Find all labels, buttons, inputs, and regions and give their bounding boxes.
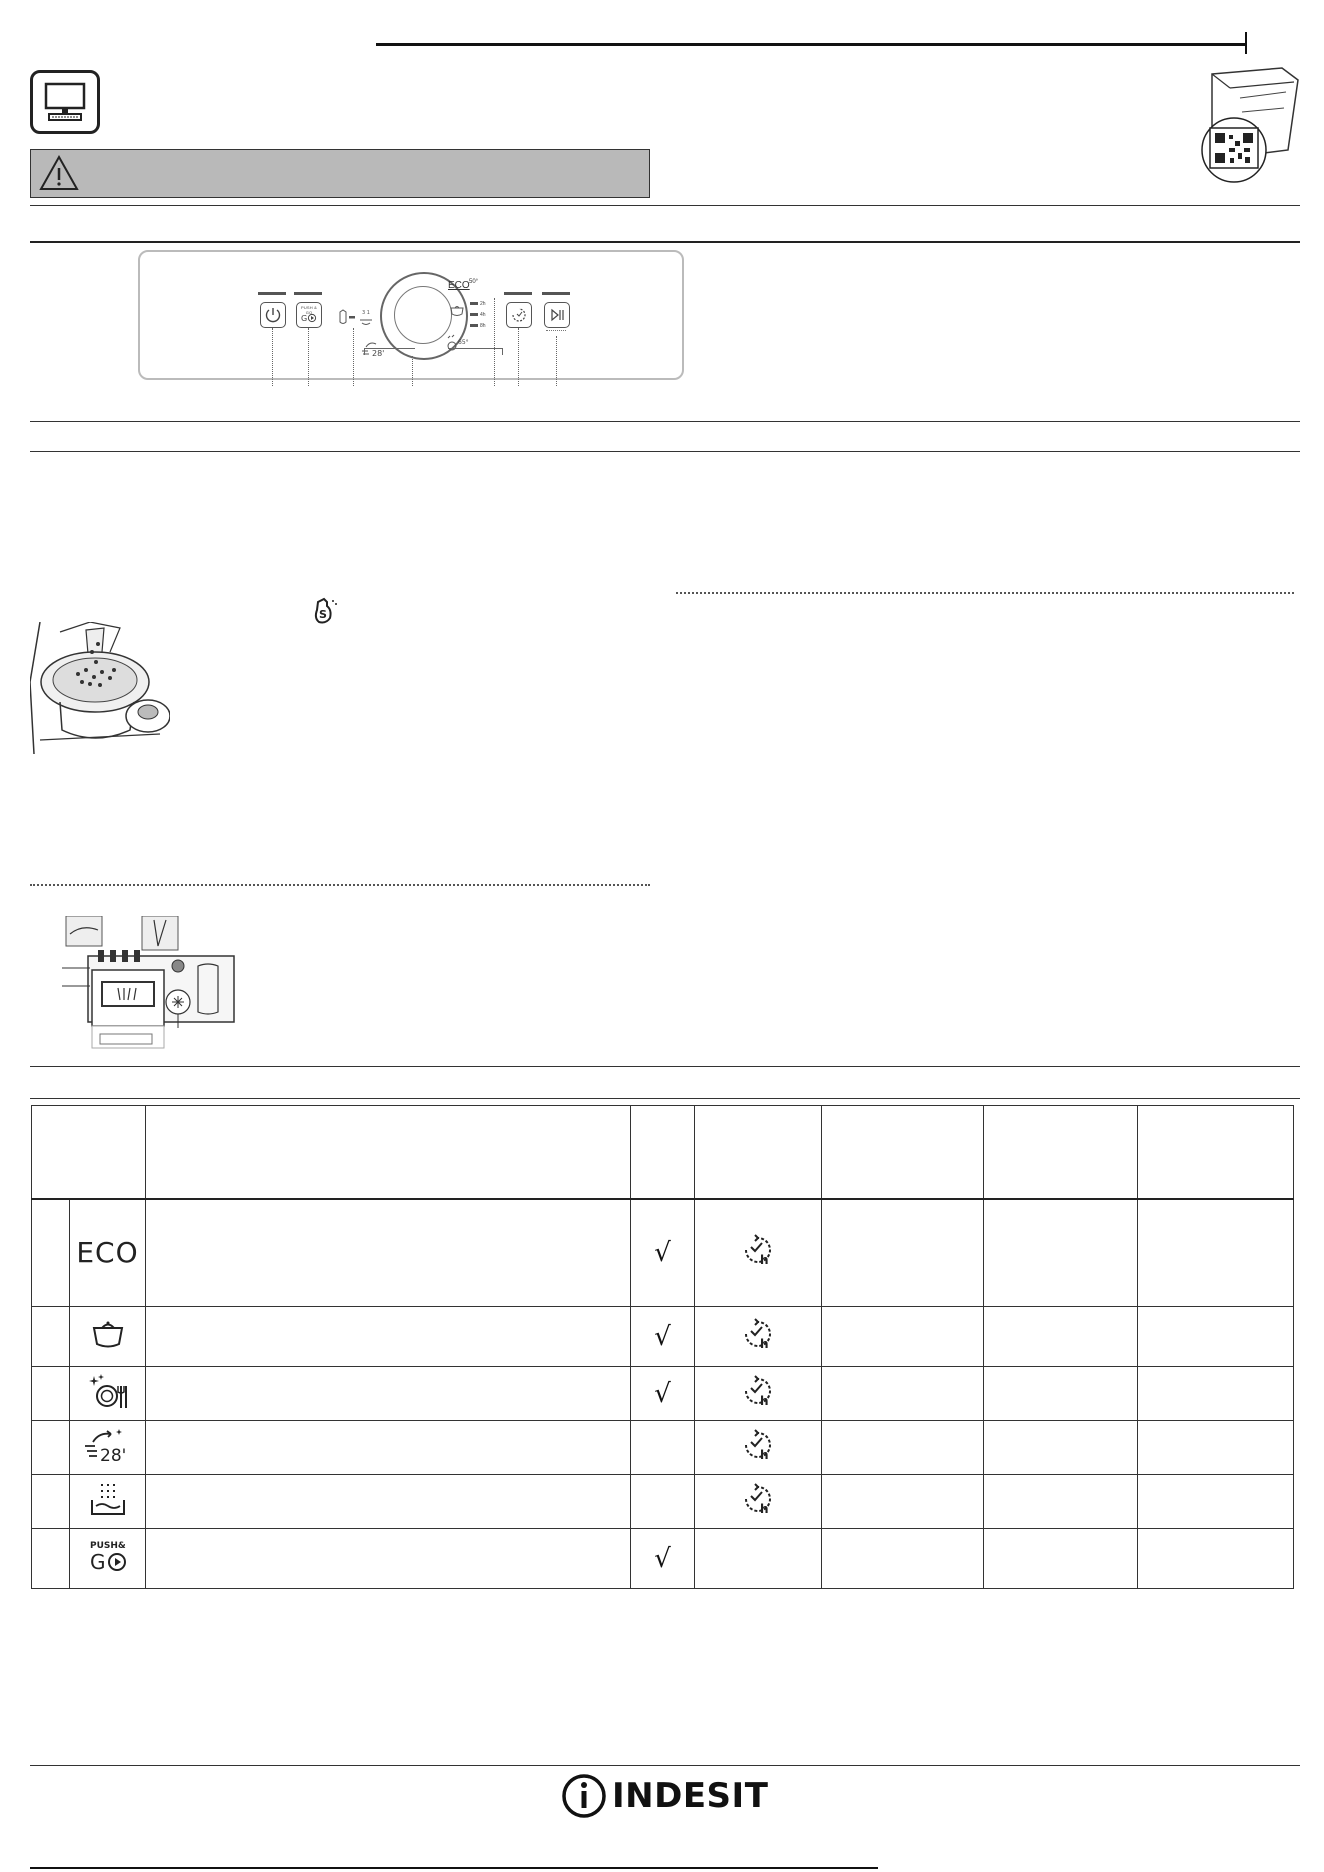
table-header-row [32, 1106, 1294, 1199]
empty-cell [1138, 1475, 1294, 1529]
empty-cell [984, 1307, 1138, 1367]
section-rule-2 [30, 241, 1300, 243]
row-number-cell [32, 1475, 70, 1529]
push-go-icon [84, 1538, 132, 1574]
delay-timer-icon [738, 1314, 778, 1354]
table-row [32, 1199, 1294, 1307]
delay-button[interactable] [506, 302, 532, 328]
control-panel [138, 250, 684, 380]
empty-cell [822, 1199, 984, 1307]
row-number-cell [32, 1367, 70, 1421]
section-rule-4 [30, 451, 1300, 452]
header-option-1 [631, 1106, 695, 1199]
description-cell [146, 1529, 631, 1589]
delay-indicator-8h-label: 8h [480, 322, 486, 329]
header-description [146, 1106, 631, 1199]
footer-rule [30, 1765, 1300, 1766]
indesit-logo-icon [560, 1772, 608, 1820]
checkmark: √ [654, 1237, 671, 1268]
check-cell [631, 1421, 695, 1475]
table-row [32, 1421, 1294, 1475]
description-cell [146, 1199, 631, 1307]
svg-text:h: h [760, 1502, 769, 1516]
svg-text:h: h [760, 1253, 769, 1268]
empty-cell [1138, 1307, 1294, 1367]
check-cell [631, 1199, 695, 1307]
empty-cell [984, 1529, 1138, 1589]
empty-cell [822, 1367, 984, 1421]
empty-cell [822, 1421, 984, 1475]
svg-text:G: G [89, 1550, 105, 1574]
bottom-rule [30, 1867, 878, 1869]
empty-cell [1138, 1529, 1294, 1589]
dotted-separator-right [676, 592, 1294, 594]
push-go-button-label: PUSH & GO [300, 305, 318, 315]
checkmark: √ [654, 1543, 671, 1574]
empty-cell [1138, 1421, 1294, 1475]
delay-timer-icon [738, 1425, 778, 1465]
brand-logo [560, 1772, 769, 1820]
header-col-8 [1138, 1106, 1294, 1199]
leader-line-2 [308, 328, 309, 386]
start-pause-sublabel [546, 330, 566, 333]
table-row [32, 1529, 1294, 1589]
empty-cell [984, 1475, 1138, 1529]
leader-line-3 [353, 328, 354, 386]
salt-filling-illustration [30, 622, 170, 754]
delay-cell [695, 1421, 822, 1475]
check-cell [631, 1475, 695, 1529]
svg-text:h: h [760, 1337, 769, 1351]
program-icon-cell [70, 1475, 146, 1529]
top-rule [376, 43, 1246, 46]
header-program [32, 1106, 146, 1199]
description-cell [146, 1475, 631, 1529]
empty-cell [822, 1475, 984, 1529]
header-col-6 [822, 1106, 984, 1199]
power-button-bar [258, 292, 286, 295]
panel-pot-icon [449, 304, 465, 318]
delay-timer-panel-icon [507, 303, 531, 327]
quick-28-icon [83, 1426, 133, 1464]
checkmark: √ [654, 1378, 671, 1409]
svg-text:S: S [319, 608, 327, 621]
start-pause-button[interactable] [544, 302, 570, 328]
play-pause-icon [545, 303, 569, 327]
sparkle-plate-cutlery-icon [88, 1372, 128, 1410]
description-cell [146, 1307, 631, 1367]
empty-cell [822, 1307, 984, 1367]
empty-cell [1138, 1199, 1294, 1307]
row-number-cell [32, 1421, 70, 1475]
program-icon-cell [70, 1307, 146, 1367]
empty-cell [822, 1529, 984, 1589]
empty-cell [984, 1421, 1138, 1475]
check-cell [631, 1307, 695, 1367]
svg-text:3 1: 3 1 [362, 310, 370, 316]
delay-timer-icon [738, 1371, 778, 1411]
power-icon [261, 303, 285, 327]
push-go-button-bar [294, 292, 322, 295]
delay-timer-icon [738, 1230, 778, 1270]
section-rule-3 [30, 421, 1300, 422]
quick-28-panel-text: 28' [372, 349, 385, 358]
top-rule-tick [1245, 32, 1247, 54]
delay-indicator-2h [470, 298, 486, 309]
delay-indicator-2h-label: 2h [480, 300, 486, 307]
leader-line-1 [272, 328, 273, 386]
row-number-cell [32, 1199, 70, 1307]
delay-indicator-4h [470, 309, 486, 320]
program-table [31, 1105, 1294, 1589]
warning-banner [30, 149, 650, 198]
leader-line-4 [412, 356, 413, 386]
table-row [32, 1367, 1294, 1421]
program-icon-cell [70, 1367, 146, 1421]
header-col-7 [984, 1106, 1138, 1199]
panel-intensive-time: 65° [458, 339, 469, 346]
detergent-dispenser-illustration [62, 916, 238, 1050]
delay-cell [695, 1199, 822, 1307]
section-rule-1 [30, 205, 1300, 206]
svg-text:G: G [301, 314, 308, 323]
checkmark: √ [654, 1321, 671, 1352]
dishwasher-qr-illustration [1190, 62, 1302, 190]
delay-indicator-8h [470, 320, 486, 331]
delay-indicator-4h-label: 4h [480, 311, 486, 318]
row-number-cell [32, 1307, 70, 1367]
leader-line-5 [494, 298, 495, 386]
table-row [32, 1307, 1294, 1367]
salt-bottle-icon [310, 596, 338, 626]
row-number-cell [32, 1529, 70, 1589]
empty-cell [984, 1367, 1138, 1421]
push-go-button[interactable] [296, 302, 322, 328]
warning-triangle-icon [37, 153, 81, 193]
push-go-text: PUSH& [89, 1541, 126, 1551]
brand-name: INDESIT [612, 1776, 769, 1816]
dotted-separator-left [30, 884, 650, 886]
salt-indicator-icon [336, 304, 376, 334]
description-cell [146, 1421, 631, 1475]
check-cell [631, 1367, 695, 1421]
eco-icon: ECO [76, 1236, 139, 1270]
empty-cell [984, 1199, 1138, 1307]
delay-cell [695, 1529, 822, 1589]
delay-cell [695, 1307, 822, 1367]
quick-28-text: 28' [99, 1446, 126, 1464]
pot-icon [90, 1318, 126, 1350]
program-icon-cell [70, 1529, 146, 1589]
monitor-glyph-icon [33, 73, 97, 131]
svg-text:h: h [760, 1394, 769, 1408]
leader-line-7 [556, 336, 557, 386]
section-rule-5 [30, 1066, 1300, 1067]
qr-code-icon [1190, 62, 1302, 190]
panel-eco-time: 50° [469, 279, 479, 285]
check-cell [631, 1529, 695, 1589]
panel-eco-label: ECO [448, 280, 470, 291]
svg-text:h: h [760, 1448, 769, 1462]
program-icon-cell [70, 1199, 146, 1307]
delay-indicator-list [470, 298, 486, 331]
delay-cell [695, 1475, 822, 1529]
table-row [32, 1475, 1294, 1529]
soak-icon [88, 1480, 128, 1518]
empty-cell [1138, 1367, 1294, 1421]
start-pause-button-bar [542, 292, 570, 295]
delay-cell [695, 1367, 822, 1421]
power-button[interactable] [260, 302, 286, 328]
program-icon-cell [70, 1421, 146, 1475]
monitor-icon [30, 70, 100, 134]
delay-timer-icon [738, 1479, 778, 1519]
leader-line-6 [518, 328, 519, 386]
section-rule-6 [30, 1098, 1300, 1099]
description-cell [146, 1367, 631, 1421]
delay-button-bar [504, 292, 532, 295]
header-option-2 [695, 1106, 822, 1199]
